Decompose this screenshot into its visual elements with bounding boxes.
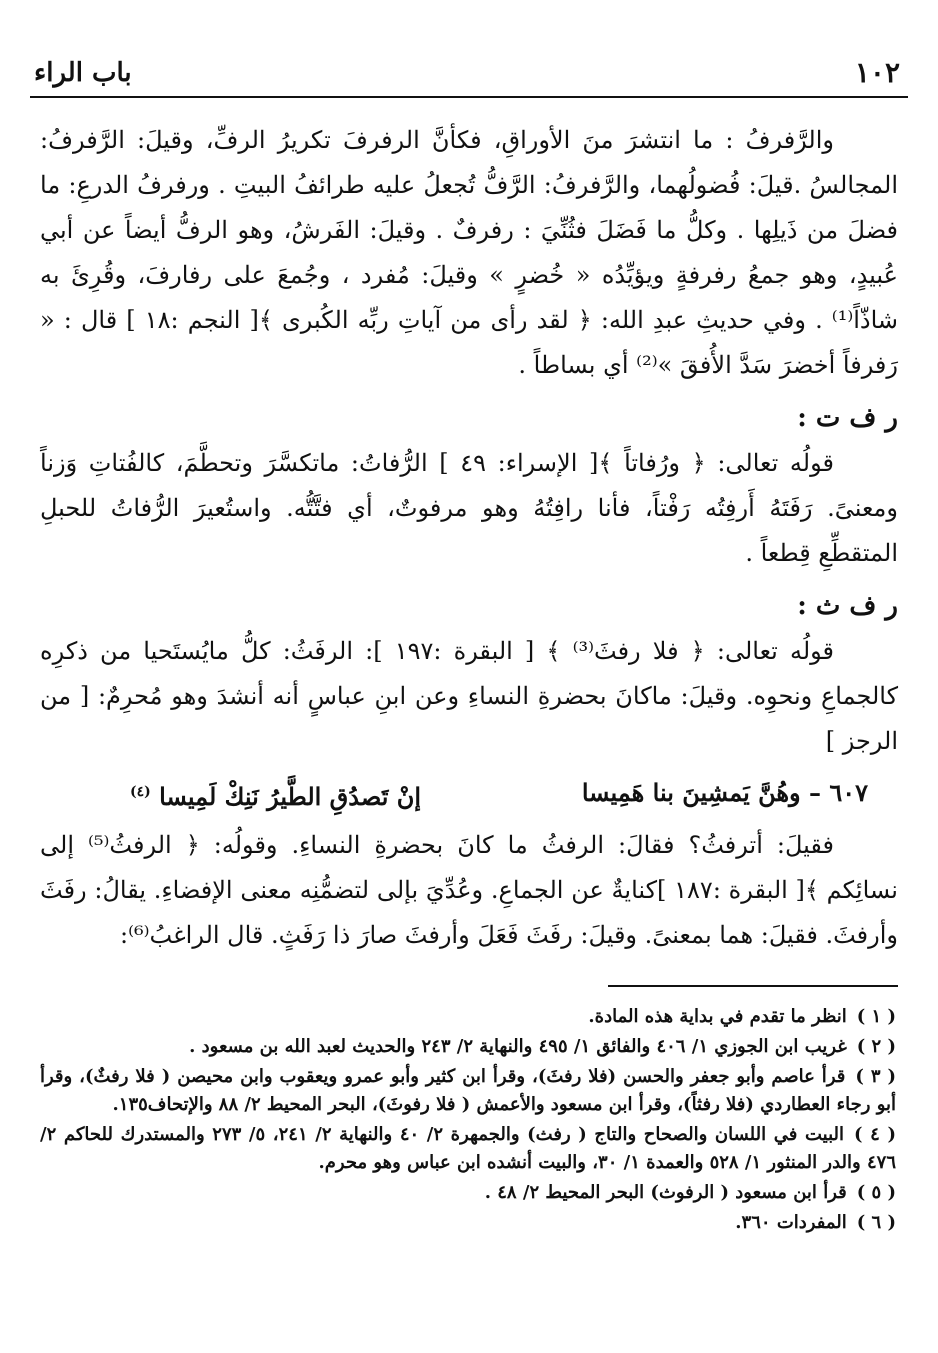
section-title: باب الراء bbox=[34, 58, 132, 88]
footnote-number: ( ٤ ) bbox=[854, 1124, 896, 1145]
footnote-number: ( ٣ ) bbox=[855, 1066, 896, 1087]
paragraph-rafath: قولُه تعالى: ﴿ فلا رفثَ⁽³⁾ ﴾ [ البقرة :١٩٧ ]: الرفَثُ: كلُّ مايُستَحيا من ذكرِه كالجماعِ ونحوِه. وقيلَ: ماكانَ بحضرةِ النساءِ وعن ابنِ عباسٍ أنه أنشدَ وهو مُحرِمٌ: [ من الرجز ] bbox=[40, 637, 898, 755]
verse-second-hemistich bbox=[130, 770, 421, 819]
footnote-text: قرأ عاصم وأبو جعفر والحسن (فلا رفثَ)، وقرأ ابن كثير وأبو عمرو ويعقوب وابن محيصن ( فلا رفثٌ)، وقرأ أبو رجاء العطاردي (فلا رفثاً)، وقرأ ابن مسعود والأعمش ( فلا رفوثَ)، البحر المحيط ٢/ ٨٨ والإتحاف١٣٥. bbox=[40, 1066, 896, 1115]
verse-first-hemistich: ٦٠٧ – وهُنَّ يَمشِينَ بنا هَمِيسا bbox=[581, 778, 868, 807]
poetry-verse bbox=[40, 770, 898, 819]
footnotes bbox=[40, 1003, 896, 1239]
paragraph-rafath-cont: فقيلَ: أترفثُ؟ فقالَ: الرفثُ ما كانَ بحضرةِ النساءِ. وقولُه: ﴿ الرفثُ⁽⁵⁾ إلى نسائِكم ﴾[ البقرة :١٨٧ ]كنايةٌ عن الجماعِ. وعُدِّيَ بإلى لتضمُّنِه معنى الإفضاءِ. يقالُ: رفَثَ وأرفثَ. فقيلَ: هما بمعنىً. وقيلَ: رفَثَ فَعَلَ وأرفثَ صارَ ذا رَفَثٍ. قال الراغبُ⁽⁶⁾: bbox=[40, 831, 898, 949]
footnote-item bbox=[40, 1033, 896, 1061]
footnote-item bbox=[40, 1003, 896, 1031]
page-header bbox=[30, 56, 908, 98]
footnote-number: ( ٢ ) bbox=[856, 1036, 896, 1057]
footnote-text: غريب ابن الجوزي ١/ ٤٠٦ والفائق ١/ ٤٩٥ والنهاية ٢/ ٢٤٣ والحديث لعبد الله بن مسعود . bbox=[189, 1036, 847, 1057]
footnote-number: ( ١ ) bbox=[856, 1006, 896, 1027]
entry-heading-rafath: ر ف ث : bbox=[797, 591, 898, 621]
footnote-item bbox=[40, 1209, 896, 1237]
footnote-number: ( ٦ ) bbox=[856, 1212, 896, 1233]
page-number: ١٠٢ bbox=[854, 56, 900, 89]
entry-heading-raft: ر ف ت : bbox=[797, 403, 898, 433]
main-text bbox=[40, 118, 898, 958]
footnote-text: المفردات ٣٦٠. bbox=[735, 1212, 847, 1233]
footnote-item bbox=[40, 1121, 896, 1177]
footnote-separator bbox=[608, 985, 898, 987]
verse-footnote-ref: (٤) bbox=[130, 784, 151, 800]
paragraph-rafraf: والرَّفرفُ : ما انتشرَ منَ الأوراقِ، فكأنَّ الرفرفَ تكريرُ الرفِّ، وقيلَ: الرَّفرفُ: المجالسُ .قيلَ: فُضولُهما، والرَّفرفُ: الرَّفُّ تُجعلُ عليه طرائفُ البيتِ . ورفرفُ الدرعِ: ما فضلَ من ذَيلِها . وكلُّ ما فَضَلَ فثُنِّيَ : رفرفٌ . وقيلَ: الفَرشُ، وهو الرفُّ أيضاً عن أبي عُبيدٍ، وهو جمعُ رفرفةٍ ويؤيِّدُه « خُضرٍ » وقيلَ: مُفرد ، وجُمعَ على رفارفَ، وقُرِئَ به شاذّاً⁽¹⁾ . وفي حديثِ عبدِ الله: ﴿ لقد رأى من آياتِ ربِّه الكُبرى ﴾[ النجم :١٨ ] قال : « رَفرفاً أخضرَ سَدَّ الأُفقَ »⁽²⁾ أي بساطاً . bbox=[40, 126, 899, 379]
footnote-text: البيت في اللسان والصحاح والتاج ( رفث) والجمهرة ٢/ ٤٠ والنهاية ٢/ ٢٤١، ٥/ ٢٧٣ والمستدرك للحاكم ٢/ ٤٧٦ والدر المنثور ١/ ٥٢٨ والعمدة ١/ ٣٠، والبيت أنشده ابن عباس وهو محرم. bbox=[40, 1124, 896, 1173]
footnote-item bbox=[40, 1179, 896, 1207]
verse-second-text: إنْ تَصدُقِ الطَّيرُ نَنِكْ لَمِيسا bbox=[159, 782, 422, 811]
footnote-item bbox=[40, 1063, 896, 1119]
footnote-text: قرأ ابن مسعود ( الرفوث) البحر المحيط ٢/ ٤٨ . bbox=[484, 1182, 847, 1203]
paragraph-rufat: قولُه تعالى: ﴿ ورُفاتاً ﴾[ الإسراء: ٤٩ ] الرُّفاتُ: ماتكسَّرَ وتحطَّمَ، كالفُتاتِ وَزناً ومعنىً. رَفَتَهُ أَرفِتُه رَفْتاً، فأنا رافِتُهُ وهو مرفوتٌ، أي فتَّتُّه. واستُعيرَ الرُّفاتُ للحبلِ المتقطِّعِ قِطعاً . bbox=[40, 449, 898, 567]
footnote-text: انظر ما تقدم في بداية هذه المادة. bbox=[588, 1006, 847, 1027]
footnote-number: ( ٥ ) bbox=[856, 1182, 896, 1203]
